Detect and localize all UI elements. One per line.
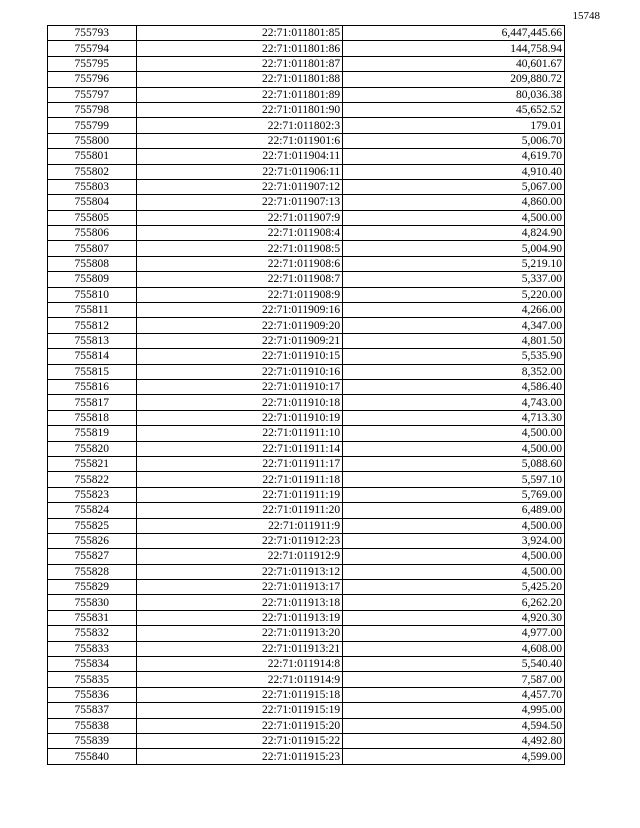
amount-cell: 4,801.50 bbox=[343, 333, 565, 348]
record-id-cell: 755831 bbox=[48, 610, 137, 625]
record-id-cell: 755799 bbox=[48, 118, 137, 133]
record-id-cell: 755836 bbox=[48, 687, 137, 702]
table-row bbox=[48, 733, 565, 748]
cadastral-number-cell: 22:71:011909:21 bbox=[136, 333, 343, 348]
cadastral-number-cell: 22:71:011911:10 bbox=[136, 426, 343, 441]
table-row bbox=[48, 149, 565, 164]
table-row bbox=[48, 487, 565, 502]
amount-cell: 40,601.67 bbox=[343, 56, 565, 71]
cadastral-number-cell: 22:71:011913:12 bbox=[136, 564, 343, 579]
record-id-cell: 755803 bbox=[48, 179, 137, 194]
cadastral-number-cell: 22:71:011908:9 bbox=[136, 287, 343, 302]
cadastral-number-cell: 22:71:011910:17 bbox=[136, 379, 343, 394]
table-row bbox=[48, 118, 565, 133]
amount-cell: 4,910.40 bbox=[343, 164, 565, 179]
record-id-cell: 755793 bbox=[48, 26, 137, 41]
table-row bbox=[48, 72, 565, 87]
amount-cell: 144,758.94 bbox=[343, 41, 565, 56]
amount-cell: 4,977.00 bbox=[343, 626, 565, 641]
record-id-cell: 755840 bbox=[48, 749, 137, 764]
record-id-cell: 755826 bbox=[48, 533, 137, 548]
cadastral-number-cell: 22:71:011911:18 bbox=[136, 472, 343, 487]
cadastral-number-cell: 22:71:011915:22 bbox=[136, 733, 343, 748]
amount-cell: 5,425.20 bbox=[343, 580, 565, 595]
amount-cell: 4,500.00 bbox=[343, 518, 565, 533]
cadastral-number-cell: 22:71:011911:19 bbox=[136, 487, 343, 502]
amount-cell: 4,500.00 bbox=[343, 210, 565, 225]
table-row bbox=[48, 195, 565, 210]
table-row bbox=[48, 718, 565, 733]
cadastral-number-cell: 22:71:011915:18 bbox=[136, 687, 343, 702]
record-id-cell: 755830 bbox=[48, 595, 137, 610]
record-id-cell: 755819 bbox=[48, 426, 137, 441]
record-id-cell: 755802 bbox=[48, 164, 137, 179]
table-row bbox=[48, 272, 565, 287]
amount-cell: 5,540.40 bbox=[343, 657, 565, 672]
table-row bbox=[48, 210, 565, 225]
table-row bbox=[48, 303, 565, 318]
cadastral-number-cell: 22:71:011915:19 bbox=[136, 703, 343, 718]
record-id-cell: 755835 bbox=[48, 672, 137, 687]
amount-cell: 179.01 bbox=[343, 118, 565, 133]
table-row bbox=[48, 595, 565, 610]
record-id-cell: 755838 bbox=[48, 718, 137, 733]
amount-cell: 4,500.00 bbox=[343, 426, 565, 441]
cadastral-number-cell: 22:71:011907:9 bbox=[136, 210, 343, 225]
table-row bbox=[48, 56, 565, 71]
cadastral-number-cell: 22:71:011908:5 bbox=[136, 241, 343, 256]
cadastral-number-cell: 22:71:011914:8 bbox=[136, 657, 343, 672]
record-id-cell: 755828 bbox=[48, 564, 137, 579]
record-id-cell: 755815 bbox=[48, 364, 137, 379]
table-row bbox=[48, 518, 565, 533]
record-id-cell: 755824 bbox=[48, 503, 137, 518]
cadastral-number-cell: 22:71:011911:17 bbox=[136, 456, 343, 471]
table-row bbox=[48, 379, 565, 394]
cadastral-number-cell: 22:71:011801:85 bbox=[136, 26, 343, 41]
cadastral-number-cell: 22:71:011801:90 bbox=[136, 102, 343, 117]
record-id-cell: 755816 bbox=[48, 379, 137, 394]
table-row bbox=[48, 456, 565, 471]
cadastral-number-cell: 22:71:011911:14 bbox=[136, 441, 343, 456]
amount-cell: 5,219.10 bbox=[343, 256, 565, 271]
amount-cell: 4,500.00 bbox=[343, 441, 565, 456]
record-id-cell: 755806 bbox=[48, 226, 137, 241]
table-row bbox=[48, 687, 565, 702]
amount-cell: 4,500.00 bbox=[343, 549, 565, 564]
table-row bbox=[48, 287, 565, 302]
cadastral-number-cell: 22:71:011913:19 bbox=[136, 610, 343, 625]
table-row bbox=[48, 641, 565, 656]
table-row bbox=[48, 241, 565, 256]
record-id-cell: 755820 bbox=[48, 441, 137, 456]
cadastral-number-cell: 22:71:011801:86 bbox=[136, 41, 343, 56]
cadastral-number-cell: 22:71:011909:16 bbox=[136, 303, 343, 318]
record-id-cell: 755839 bbox=[48, 733, 137, 748]
record-id-cell: 755811 bbox=[48, 303, 137, 318]
amount-cell: 5,597.10 bbox=[343, 472, 565, 487]
amount-cell: 5,535.90 bbox=[343, 349, 565, 364]
table-row bbox=[48, 333, 565, 348]
amount-cell: 80,036.38 bbox=[343, 87, 565, 102]
amount-cell: 4,608.00 bbox=[343, 641, 565, 656]
table-row bbox=[48, 256, 565, 271]
cadastral-number-cell: 22:71:011913:17 bbox=[136, 580, 343, 595]
record-id-cell: 755829 bbox=[48, 580, 137, 595]
cadastral-number-cell: 22:71:011912:9 bbox=[136, 549, 343, 564]
table-row bbox=[48, 564, 565, 579]
table-row bbox=[48, 133, 565, 148]
record-id-cell: 755801 bbox=[48, 149, 137, 164]
table-row bbox=[48, 626, 565, 641]
amount-cell: 4,920.30 bbox=[343, 610, 565, 625]
cadastral-number-cell: 22:71:011913:18 bbox=[136, 595, 343, 610]
cadastral-number-cell: 22:71:011910:18 bbox=[136, 395, 343, 410]
amount-cell: 5,769.00 bbox=[343, 487, 565, 502]
record-id-cell: 755834 bbox=[48, 657, 137, 672]
table-row bbox=[48, 164, 565, 179]
amount-cell: 4,599.00 bbox=[343, 749, 565, 764]
cadastral-number-cell: 22:71:011908:4 bbox=[136, 226, 343, 241]
record-id-cell: 755797 bbox=[48, 87, 137, 102]
cadastral-number-cell: 22:71:011913:20 bbox=[136, 626, 343, 641]
amount-cell: 4,743.00 bbox=[343, 395, 565, 410]
record-id-cell: 755796 bbox=[48, 72, 137, 87]
record-id-cell: 755832 bbox=[48, 626, 137, 641]
cadastral-number-cell: 22:71:011904:11 bbox=[136, 149, 343, 164]
record-id-cell: 755804 bbox=[48, 195, 137, 210]
amount-cell: 5,337.00 bbox=[343, 272, 565, 287]
amount-cell: 5,220.00 bbox=[343, 287, 565, 302]
cadastral-number-cell: 22:71:011910:15 bbox=[136, 349, 343, 364]
amount-cell: 5,006.70 bbox=[343, 133, 565, 148]
cadastral-number-cell: 22:71:011915:23 bbox=[136, 749, 343, 764]
table-row bbox=[48, 426, 565, 441]
record-id-cell: 755807 bbox=[48, 241, 137, 256]
table-row bbox=[48, 703, 565, 718]
amount-cell: 4,347.00 bbox=[343, 318, 565, 333]
cadastral-number-cell: 22:71:011802:3 bbox=[136, 118, 343, 133]
amount-cell: 5,067.00 bbox=[343, 179, 565, 194]
table-row bbox=[48, 441, 565, 456]
amount-cell: 4,713.30 bbox=[343, 410, 565, 425]
cadastral-number-cell: 22:71:011914:9 bbox=[136, 672, 343, 687]
table-row bbox=[48, 318, 565, 333]
cadastral-number-cell: 22:71:011907:12 bbox=[136, 179, 343, 194]
register-table bbox=[47, 25, 565, 765]
table-row bbox=[48, 672, 565, 687]
table-row bbox=[48, 410, 565, 425]
record-id-cell: 755837 bbox=[48, 703, 137, 718]
record-id-cell: 755827 bbox=[48, 549, 137, 564]
amount-cell: 4,619.70 bbox=[343, 149, 565, 164]
cadastral-number-cell: 22:71:011906:11 bbox=[136, 164, 343, 179]
cadastral-number-cell: 22:71:011801:88 bbox=[136, 72, 343, 87]
table-row bbox=[48, 349, 565, 364]
amount-cell: 4,266.00 bbox=[343, 303, 565, 318]
amount-cell: 4,824.90 bbox=[343, 226, 565, 241]
record-id-cell: 755822 bbox=[48, 472, 137, 487]
amount-cell: 4,500.00 bbox=[343, 564, 565, 579]
cadastral-number-cell: 22:71:011801:87 bbox=[136, 56, 343, 71]
cadastral-number-cell: 22:71:011907:13 bbox=[136, 195, 343, 210]
cadastral-number-cell: 22:71:011908:6 bbox=[136, 256, 343, 271]
cadastral-number-cell: 22:71:011901:6 bbox=[136, 133, 343, 148]
amount-cell: 6,489.00 bbox=[343, 503, 565, 518]
amount-cell: 5,088.60 bbox=[343, 456, 565, 471]
record-id-cell: 755821 bbox=[48, 456, 137, 471]
amount-cell: 5,004.90 bbox=[343, 241, 565, 256]
record-id-cell: 755823 bbox=[48, 487, 137, 502]
table-row bbox=[48, 395, 565, 410]
table-row bbox=[48, 749, 565, 764]
record-id-cell: 755798 bbox=[48, 102, 137, 117]
table-row bbox=[48, 472, 565, 487]
record-id-cell: 755812 bbox=[48, 318, 137, 333]
record-id-cell: 755817 bbox=[48, 395, 137, 410]
table-row bbox=[48, 179, 565, 194]
record-id-cell: 755809 bbox=[48, 272, 137, 287]
record-id-cell: 755808 bbox=[48, 256, 137, 271]
amount-cell: 4,457.70 bbox=[343, 687, 565, 702]
table-row bbox=[48, 657, 565, 672]
table-row bbox=[48, 503, 565, 518]
amount-cell: 4,586.40 bbox=[343, 379, 565, 394]
table-row bbox=[48, 610, 565, 625]
table-row bbox=[48, 226, 565, 241]
table-row bbox=[48, 580, 565, 595]
cadastral-number-cell: 22:71:011910:19 bbox=[136, 410, 343, 425]
table-row bbox=[48, 41, 565, 56]
record-id-cell: 755810 bbox=[48, 287, 137, 302]
register-table-body bbox=[48, 26, 565, 765]
page-number: 15748 bbox=[572, 10, 600, 22]
record-id-cell: 755833 bbox=[48, 641, 137, 656]
cadastral-number-cell: 22:71:011908:7 bbox=[136, 272, 343, 287]
cadastral-number-cell: 22:71:011915:20 bbox=[136, 718, 343, 733]
record-id-cell: 755814 bbox=[48, 349, 137, 364]
amount-cell: 45,652.52 bbox=[343, 102, 565, 117]
cadastral-number-cell: 22:71:011909:20 bbox=[136, 318, 343, 333]
record-id-cell: 755825 bbox=[48, 518, 137, 533]
amount-cell: 8,352.00 bbox=[343, 364, 565, 379]
table-row bbox=[48, 549, 565, 564]
amount-cell: 4,492.80 bbox=[343, 733, 565, 748]
table-row bbox=[48, 26, 565, 41]
cadastral-number-cell: 22:71:011910:16 bbox=[136, 364, 343, 379]
record-id-cell: 755818 bbox=[48, 410, 137, 425]
record-id-cell: 755795 bbox=[48, 56, 137, 71]
cadastral-number-cell: 22:71:011801:89 bbox=[136, 87, 343, 102]
record-id-cell: 755794 bbox=[48, 41, 137, 56]
amount-cell: 4,995.00 bbox=[343, 703, 565, 718]
record-id-cell: 755805 bbox=[48, 210, 137, 225]
table-row bbox=[48, 533, 565, 548]
cadastral-number-cell: 22:71:011912:23 bbox=[136, 533, 343, 548]
amount-cell: 7,587.00 bbox=[343, 672, 565, 687]
cadastral-number-cell: 22:71:011913:21 bbox=[136, 641, 343, 656]
amount-cell: 6,447,445.66 bbox=[343, 26, 565, 41]
amount-cell: 4,860.00 bbox=[343, 195, 565, 210]
table-row bbox=[48, 87, 565, 102]
amount-cell: 3,924.00 bbox=[343, 533, 565, 548]
table-row bbox=[48, 102, 565, 117]
amount-cell: 6,262.20 bbox=[343, 595, 565, 610]
cadastral-number-cell: 22:71:011911:9 bbox=[136, 518, 343, 533]
cadastral-number-cell: 22:71:011911:20 bbox=[136, 503, 343, 518]
record-id-cell: 755813 bbox=[48, 333, 137, 348]
record-id-cell: 755800 bbox=[48, 133, 137, 148]
table-row bbox=[48, 364, 565, 379]
amount-cell: 209,880.72 bbox=[343, 72, 565, 87]
amount-cell: 4,594.50 bbox=[343, 718, 565, 733]
